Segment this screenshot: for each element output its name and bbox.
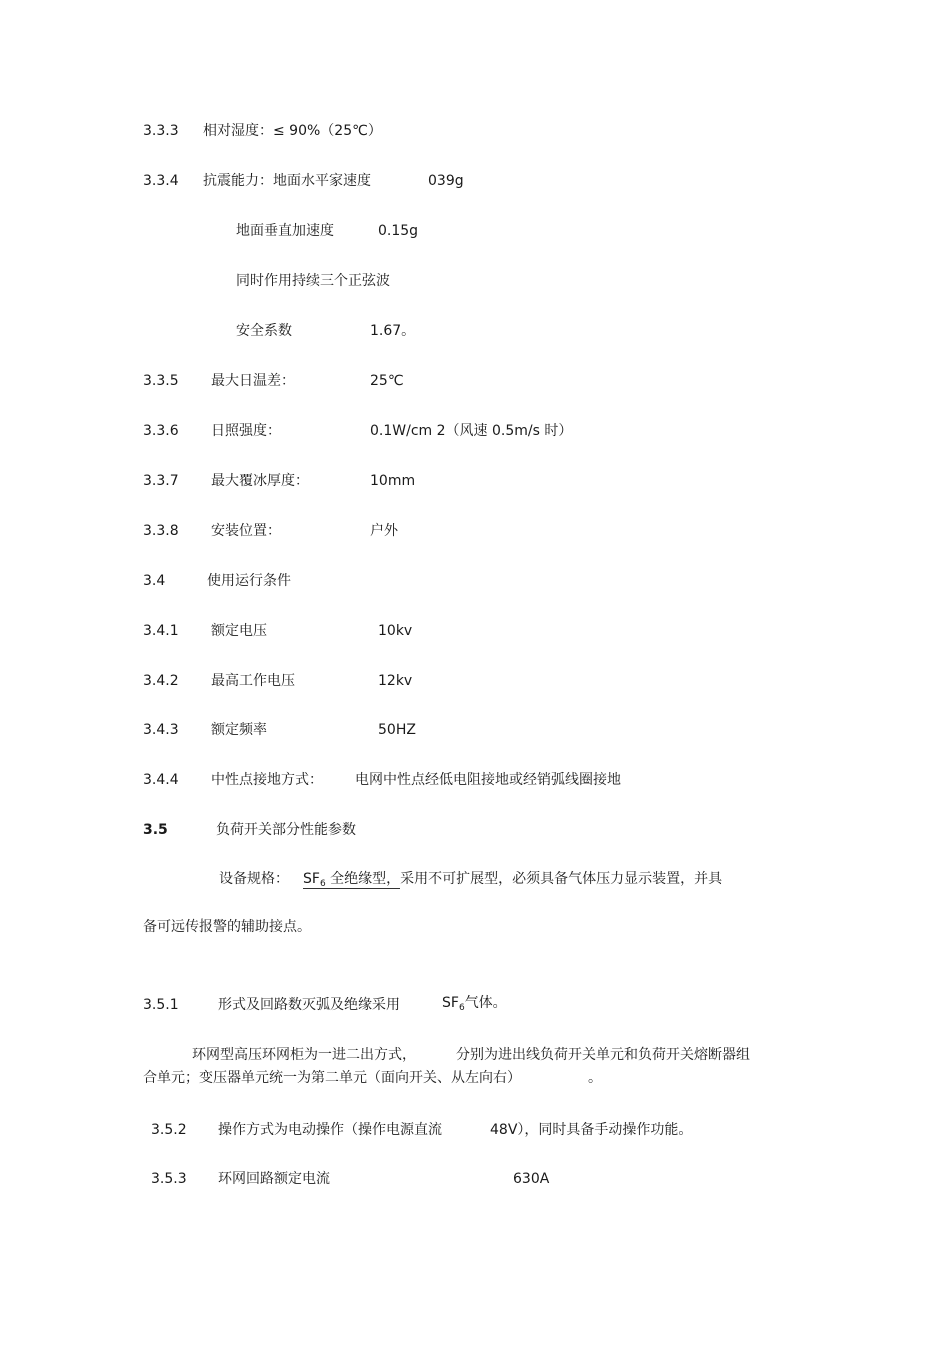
arc-sub: 6 xyxy=(458,1003,465,1013)
ice-label: 最大覆冰厚度： xyxy=(211,473,309,489)
grounding-value: 电网中性点经低电阻接地或经销弧线圈接地 xyxy=(355,772,621,788)
spec-sf6 xyxy=(303,870,722,893)
sunlight-label: 日照强度： xyxy=(211,423,281,439)
arc-tail: 气体。 xyxy=(464,995,507,1011)
section-number: 3.4.2 xyxy=(143,673,179,689)
install-label: 安装位置： xyxy=(211,523,281,539)
spec-rest: 采用不可扩展型，必须具备气体压力显示装置，并具 xyxy=(400,871,723,887)
temp-diff-value: 25℃ xyxy=(370,373,404,389)
sunlight-value: 0.1W/cm 2（风速 0.5m/s 时） xyxy=(370,423,573,439)
seismic-value: 039g xyxy=(428,173,464,189)
section-number: 3.3.4 xyxy=(143,173,179,189)
vertical-accel-label: 地面垂直加速度 xyxy=(236,223,334,239)
spec-sub: 6 xyxy=(319,879,326,889)
grounding-label: 中性点接地方式： xyxy=(211,772,323,788)
ring-text-1b: 分别为进出线负荷开关单元和负荷开关熔断器组 xyxy=(456,1047,750,1063)
spec-continued: 备可远传报警的辅助接点。 xyxy=(143,919,311,935)
section-number: 3.4 xyxy=(143,573,166,589)
spec-sf: SF xyxy=(303,871,320,887)
ring-text-2b: 。 xyxy=(588,1070,602,1086)
vertical-accel-value: 0.15g xyxy=(378,223,419,239)
ring-current-value: 630A xyxy=(513,1171,550,1187)
arc-sf: SF xyxy=(442,995,459,1011)
operation-value: 48V），同时具备手动操作功能。 xyxy=(490,1122,693,1138)
section-heading: 负荷开关部分性能参数 xyxy=(216,822,356,838)
rated-voltage-label: 额定电压 xyxy=(211,623,267,639)
max-voltage-value: 12kv xyxy=(378,673,413,689)
seismic-label: 抗震能力：地面水平家速度 xyxy=(203,173,371,189)
install-value: 户外 xyxy=(370,523,398,539)
section-number: 3.3.5 xyxy=(143,373,179,389)
arc-value xyxy=(442,994,507,1017)
section-number: 3.5 xyxy=(143,822,168,838)
rated-frequency-label: 额定频率 xyxy=(211,722,267,738)
section-number: 3.5.3 xyxy=(151,1171,187,1187)
section-number: 3.4.4 xyxy=(143,772,179,788)
safety-factor-value: 1.67。 xyxy=(370,323,416,339)
section-heading: 使用运行条件 xyxy=(207,573,291,589)
humidity-text: 相对湿度：≤ 90%（25℃） xyxy=(203,123,382,139)
operation-label: 操作方式为电动操作（操作电源直流 xyxy=(218,1122,442,1138)
safety-factor-label: 安全系数 xyxy=(236,323,292,339)
section-number: 3.3.3 xyxy=(143,123,179,139)
spec-label: 设备规格： xyxy=(219,871,289,887)
ring-text-1a: 环网型高压环网柜为一进二出方式， xyxy=(192,1047,416,1063)
sine-wave-text: 同时作用持续三个正弦波 xyxy=(236,273,390,289)
ice-value: 10mm xyxy=(370,473,416,489)
section-number: 3.3.6 xyxy=(143,423,179,439)
section-number: 3.4.3 xyxy=(143,722,179,738)
spec-underlined: 全绝缘型， xyxy=(330,871,401,887)
section-number: 3.5.1 xyxy=(143,997,179,1013)
max-voltage-label: 最高工作电压 xyxy=(211,673,295,689)
temp-diff-label: 最大日温差： xyxy=(211,373,295,389)
ring-text-2a: 合单元；变压器单元统一为第二单元（面向开关、从左向右） xyxy=(143,1070,521,1086)
arc-label: 形式及回路数灭弧及绝缘采用 xyxy=(218,997,400,1013)
section-number: 3.3.8 xyxy=(143,523,179,539)
rated-frequency-value: 50HZ xyxy=(378,722,416,738)
ring-current-label: 环网回路额定电流 xyxy=(218,1171,330,1187)
section-number: 3.3.7 xyxy=(143,473,179,489)
section-number: 3.5.2 xyxy=(151,1122,187,1138)
rated-voltage-value: 10kv xyxy=(378,623,413,639)
section-number: 3.4.1 xyxy=(143,623,179,639)
